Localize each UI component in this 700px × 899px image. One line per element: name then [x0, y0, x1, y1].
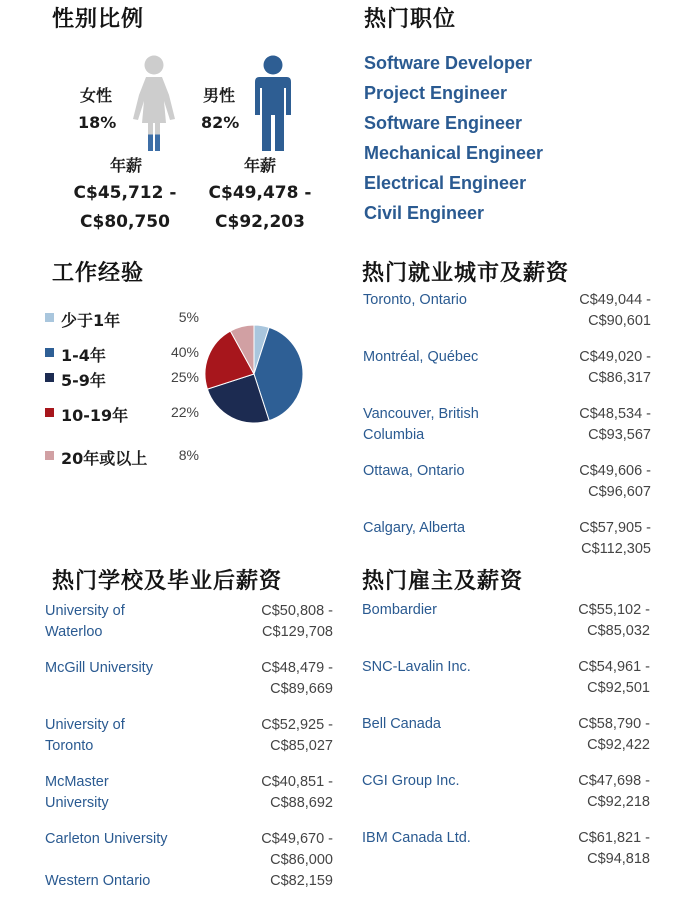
job-item: Electrical Engineer [364, 173, 527, 193]
list-item-salary [540, 714, 650, 756]
salary-line: C$129,708 [262, 624, 333, 640]
list-item-name [45, 601, 225, 643]
female-salary: C$45,712 - C$80,750 [73, 183, 177, 232]
name-line: Columbia [363, 427, 425, 443]
male-percent: 82% [201, 113, 240, 132]
name-line: University [45, 795, 109, 811]
list-item-salary [541, 518, 651, 560]
salary-line: C$49,020 - [579, 349, 651, 365]
list-item-salary [540, 600, 650, 642]
list-item-salary [223, 829, 333, 871]
female-salary-label: 年薪 [110, 156, 143, 175]
experience-legend [45, 300, 205, 470]
male-salary: C$49,478 - C$92,203 [208, 183, 312, 232]
list-item-salary [223, 871, 333, 892]
salary-line: C$85,032 [587, 623, 650, 639]
salary-line: C$89,669 [270, 681, 333, 697]
legend-swatch [45, 313, 54, 322]
list-item-salary [223, 658, 333, 700]
employers-section-title: 热门雇主及薪资 [362, 569, 524, 594]
name-line: Montréal, Québec [363, 349, 479, 365]
legend-item [45, 368, 205, 388]
list-item-salary [540, 828, 650, 870]
salary-line: C$85,027 [270, 738, 333, 754]
salary-line: C$48,534 - [579, 406, 651, 422]
salary-line: C$58,790 - [578, 716, 650, 732]
list-item-salary [540, 657, 650, 699]
name-line: Ottawa, Ontario [363, 463, 465, 479]
name-line: McMaster [45, 774, 109, 790]
list-item-name [363, 404, 543, 446]
legend-swatch [45, 348, 54, 357]
list-item-salary [541, 404, 651, 446]
name-line: Toronto [45, 738, 94, 754]
cities-section-title: 热门就业城市及薪资 [362, 261, 570, 286]
name-line: CGI Group Inc. [362, 773, 460, 789]
jobs-section-title: 热门职位 [364, 7, 457, 32]
name-line: Calgary, Alberta [363, 520, 466, 536]
name-line: Toronto, Ontario [363, 292, 467, 308]
list-item-name [363, 290, 543, 311]
legend-swatch [45, 451, 54, 460]
salary-line: C$50,808 - [261, 603, 333, 619]
legend-item [45, 403, 205, 423]
salary-line: C$92,501 [587, 680, 650, 696]
list-item-name [45, 715, 225, 757]
salary-line: C$92,422 [587, 737, 650, 753]
salary-line: C$54,961 - [578, 659, 650, 675]
salary-line: C$88,692 [270, 795, 333, 811]
job-item: Civil Engineer [364, 203, 485, 223]
experience-pie-chart [203, 323, 305, 425]
list-item-name [363, 347, 543, 368]
jobs-list [364, 51, 684, 231]
salary-line: C$112,305 [581, 541, 651, 557]
name-line: Waterloo [45, 624, 103, 640]
job-item: Mechanical Engineer [364, 143, 544, 163]
salary-line: C$49,670 - [261, 831, 333, 847]
legend-percent: 5% [178, 309, 199, 325]
name-line: McGill University [45, 660, 153, 676]
salary-line: C$96,607 [588, 484, 651, 500]
job-item: Software Engineer [364, 113, 523, 133]
list-item-salary [223, 772, 333, 814]
salary-line: C$93,567 [588, 427, 651, 443]
legend-label: 1-4年 [61, 346, 106, 365]
gender-section-title: 性别比例 [52, 7, 145, 32]
legend-item [45, 308, 205, 328]
name-line: Western Ontario [45, 873, 151, 889]
legend-item [45, 343, 205, 363]
legend-swatch [45, 373, 54, 382]
salary-line: C$86,317 [588, 370, 651, 386]
salary-line: C$61,821 - [578, 830, 650, 846]
name-line: SNC-Lavalin Inc. [362, 659, 471, 675]
schools-section-title: 热门学校及毕业后薪资 [52, 569, 283, 594]
salary-line: C$40,851 - [261, 774, 333, 790]
list-item-name [45, 829, 225, 850]
name-line: Vancouver, British [363, 406, 479, 422]
female-percent: 18% [78, 113, 117, 132]
experience-section-title: 工作经验 [52, 261, 145, 286]
list-item-name [362, 657, 542, 678]
legend-percent: 22% [170, 404, 199, 420]
job-item: Project Engineer [364, 83, 508, 103]
legend-label: 20年或以上 [61, 449, 148, 468]
salary-line: C$57,905 - [579, 520, 651, 536]
male-figure-icon [254, 55, 292, 152]
salary-line: C$48,479 - [261, 660, 333, 676]
salary-line: C$82,159 [270, 873, 333, 889]
list-item-name [362, 828, 542, 849]
legend-percent: 40% [170, 344, 199, 360]
list-item-name [363, 518, 543, 539]
list-item-salary [541, 347, 651, 389]
legend-percent: 25% [170, 369, 199, 385]
salary-line: C$94,818 [587, 851, 650, 867]
list-item-name [363, 461, 543, 482]
legend-label: 5-9年 [61, 371, 106, 390]
salary-line: C$49,044 - [579, 292, 651, 308]
salary-line: C$55,102 - [578, 602, 650, 618]
name-line: University of [45, 717, 125, 733]
name-line: University of [45, 603, 125, 619]
legend-percent: 8% [178, 447, 199, 463]
salary-line: C$49,606 - [579, 463, 651, 479]
name-line: IBM Canada Ltd. [362, 830, 471, 846]
legend-label: 10-19年 [61, 406, 129, 425]
salary-line: C$47,698 - [578, 773, 650, 789]
salary-line: C$52,925 - [261, 717, 333, 733]
list-item-salary [223, 715, 333, 757]
list-item-salary [541, 290, 651, 332]
legend-swatch [45, 408, 54, 417]
salary-line: C$92,218 [587, 794, 650, 810]
legend-item [45, 446, 205, 466]
list-item-salary [223, 601, 333, 643]
list-item-name [362, 600, 542, 621]
list-item-salary [541, 461, 651, 503]
list-item-salary [540, 771, 650, 813]
female-figure-icon [131, 55, 177, 152]
salary-line: C$90,601 [588, 313, 651, 329]
job-item: Software Developer [364, 53, 533, 73]
list-item-name [45, 658, 225, 679]
name-line: Carleton University [45, 831, 168, 847]
list-item-name [362, 714, 542, 735]
legend-label: 少于1年 [61, 311, 121, 330]
name-line: Bombardier [362, 602, 437, 618]
salary-line: C$86,000 [270, 852, 333, 868]
list-item-name [362, 771, 542, 792]
male-label: 男性 [203, 86, 236, 105]
name-line: Bell Canada [362, 716, 441, 732]
list-item-name [45, 871, 225, 892]
list-item-name [45, 772, 225, 814]
male-salary-label: 年薪 [244, 156, 277, 175]
female-label: 女性 [80, 86, 113, 105]
